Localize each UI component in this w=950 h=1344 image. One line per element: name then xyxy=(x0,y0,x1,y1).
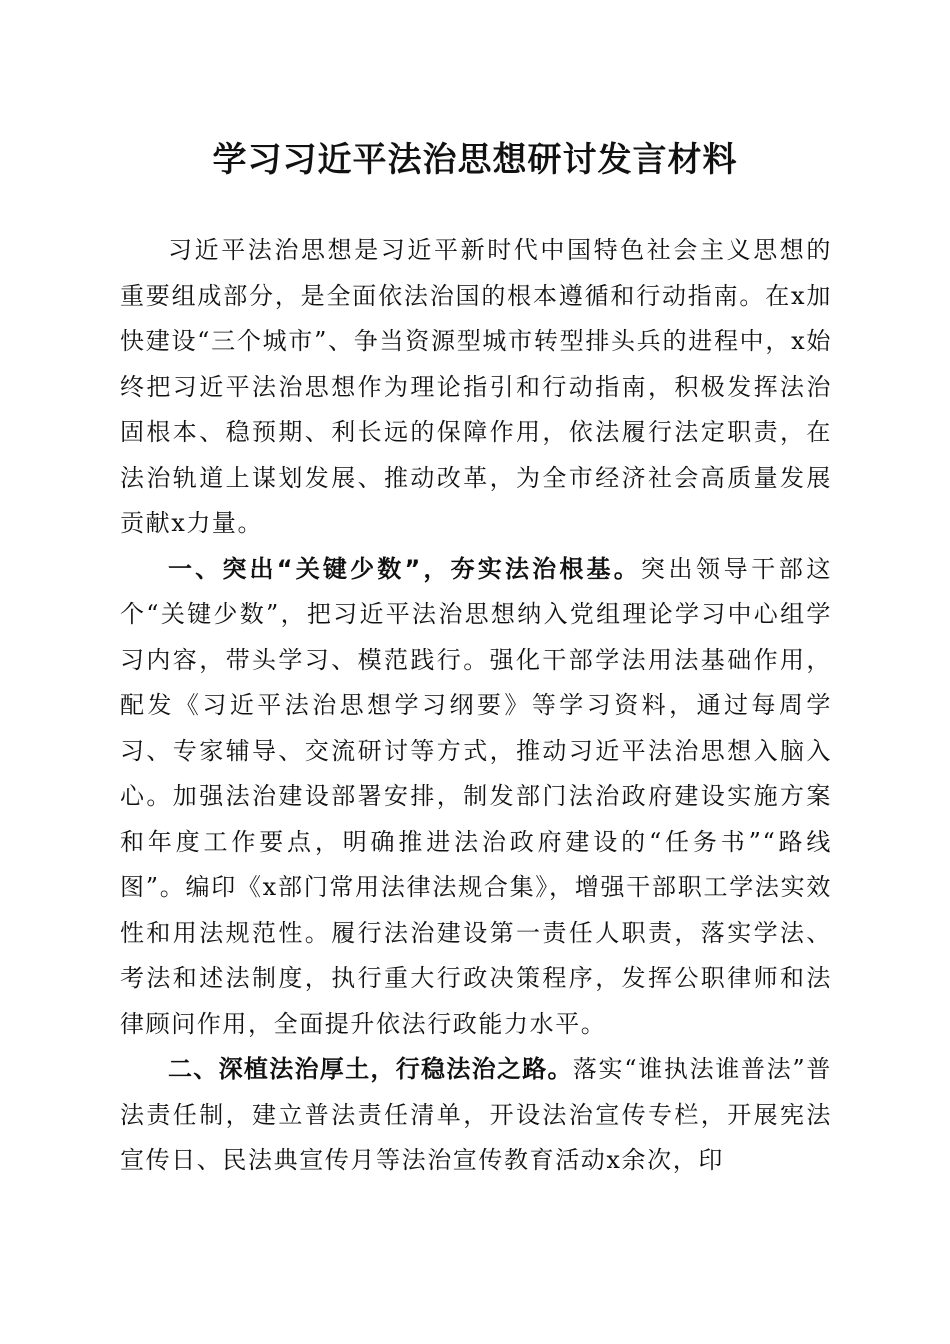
paragraph-text: 突出领导干部这个“关键少数”，把习近平法治思想纳入党组理论学习中心组学习内容，带头学习、模范践行。强化干部学法用法基础作用，配发《习近平法治思想学习纲要》等学习资料，通过每周学习、专家辅导、交流研讨等方式，推动习近平法治思想入脑入心。加强法治建设部署安排，制发部门法治政府建设实施方案和年度工作要点，明确推进法治政府建设的“任务书”“路线图”。编印《x部门常用法律法规合集》，增强干部职工学法实效性和用法规范性。履行法治建设第一责任人职责，落实学法、考法和述法制度，执行重大行政决策程序，发挥公职律师和法律顾问作用，全面提升依法行政能力水平。 xyxy=(120,554,833,1038)
paragraph-section-2 xyxy=(120,1047,832,1184)
section-heading: 二、深植法治厚土，行稳法治之路。 xyxy=(168,1055,573,1083)
paragraph-text: 落实“谁执法谁普法”普法责任制，建立普法责任清单，开设法治宣传专栏，开展宪法宣传日、民法典宣传月等法治宣传教育活动x余次，印 xyxy=(120,1055,833,1174)
section-heading: 一、突出“关键少数”，夯实法治根基。 xyxy=(168,554,641,583)
paragraph-text: 习近平法治思想是习近平新时代中国特色社会主义思想的重要组成部分，是全面依法治国的根本遵循和行动指南。在x加快建设“三个城市”、争当资源型城市转型排头兵的进程中，x始终把习近平法治思想作为理论指引和行动指南，积极发挥法治固根本、稳预期、利长远的保障作用，依法履行法定职责，在法治轨道上谋划发展、推动改革，为全市经济社会高质量发展贡献x力量。 xyxy=(120,236,832,537)
document-body xyxy=(120,228,832,1184)
paragraph-section-1 xyxy=(120,547,832,1048)
paragraph-intro xyxy=(120,228,832,547)
document-title: 学习习近平法治思想研讨发言材料 xyxy=(212,140,738,180)
